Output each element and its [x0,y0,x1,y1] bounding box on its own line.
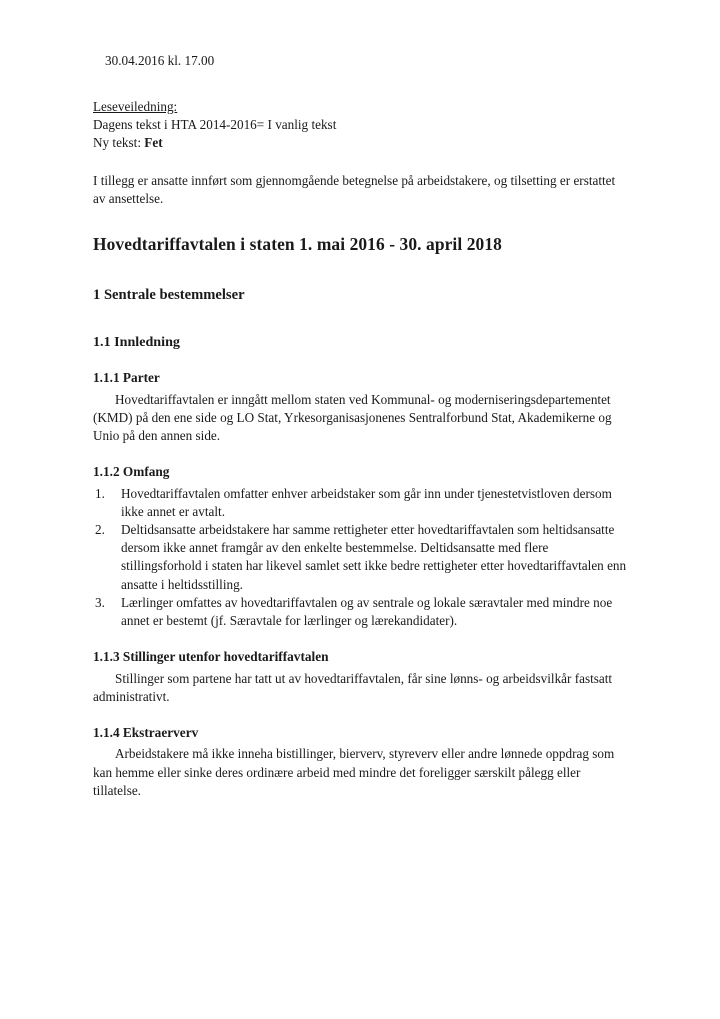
subsection-heading-omfang: 1.1.2 Omfang [93,464,170,480]
subsection-paragraph-stillinger: Stillinger som partene har tatt ut av hovedtariffavtalen, får sine lønns- og arbeidsvilkår fastsatt administrativt. [93,670,613,704]
list-item-text: Deltidsansatte arbeidstakere har samme rettigheter etter hovedtariffavtalen som heltidsansatte dersom ikke annet framgår av den enkelte bestemmelse. Deltidsansatte med flere stillingsforhold i staten har likevel samlet sett ikke bedre rettigheter etter hovedtariffavtalen enn ansatte i heltidsstilling. [121,522,627,592]
list-item [93,485,630,521]
list-item-text: Lærlinger omfattes av hovedtariffavtalen og av sentrale og lokale særavtaler med mindre noe annet er bestemt (jf. Særavtale for lærlinger og lærekandidater). [121,594,613,629]
subsection-heading-ekstraerverv: 1.1.4 Ekstraerverv [93,725,199,741]
list-item [93,521,630,594]
reading-guide-new-label: Ny tekst: [93,134,145,150]
list-item-marker: 3. [95,594,105,610]
list-item-marker: 2. [95,522,105,538]
omfang-list [93,481,630,631]
reading-guide-new-text [93,134,630,152]
document-date-line: 30.04.2016 kl. 17.00 [105,53,215,68]
reading-guide-current-text: Dagens tekst i HTA 2014-2016= I vanlig tekst [93,116,337,132]
reading-guide-new-value: Fet [144,134,163,150]
reading-guide-title: Leseveiledning: [93,98,178,114]
document-content [93,0,630,800]
list-item-marker: 1. [95,485,105,501]
subsection-paragraph-parter: Hovedtariffavtalen er inngått mellom staten ved Kommunal- og moderniseringsdepartementet (KMD) på den ene side og LO Stat, Yrkesorganisasjonenes Sentralforbund Stat, Akademikerne og Unio på den annen side. [93,391,612,444]
list-item-text: Hovedtariffavtalen omfatter enhver arbeidstaker som går inn under tjenestetvistloven dersom ikke annet er avtalt. [121,485,612,519]
reading-guide-block [93,70,630,152]
subsection-heading-stillinger: 1.1.3 Stillinger utenfor hovedtariffavtalen [93,649,329,665]
chapter-heading: 1 Sentrale bestemmelser [93,287,245,304]
intro-paragraph: I tillegg er ansatte innført som gjennomgående betegnelse på arbeidstakere, og tilsetting er erstattet av ansettelse. [93,173,616,207]
document-title: Hovedtariffavtalen i staten 1. mai 2016 - 30. april 2018 [93,234,502,255]
list-item [93,594,630,630]
subsection-heading-parter: 1.1.1 Parter [93,370,160,386]
subsection-paragraph-ekstraerverv: Arbeidstakere må ikke inneha bistillinger, bierverv, styreverv eller andre lønnede oppdrag som kan hemme eller sinke deres ordinære arbeid med mindre det foreligger særskilt pålegg eller tillatelse. [93,746,615,798]
section-heading: 1.1 Innledning [93,334,180,351]
